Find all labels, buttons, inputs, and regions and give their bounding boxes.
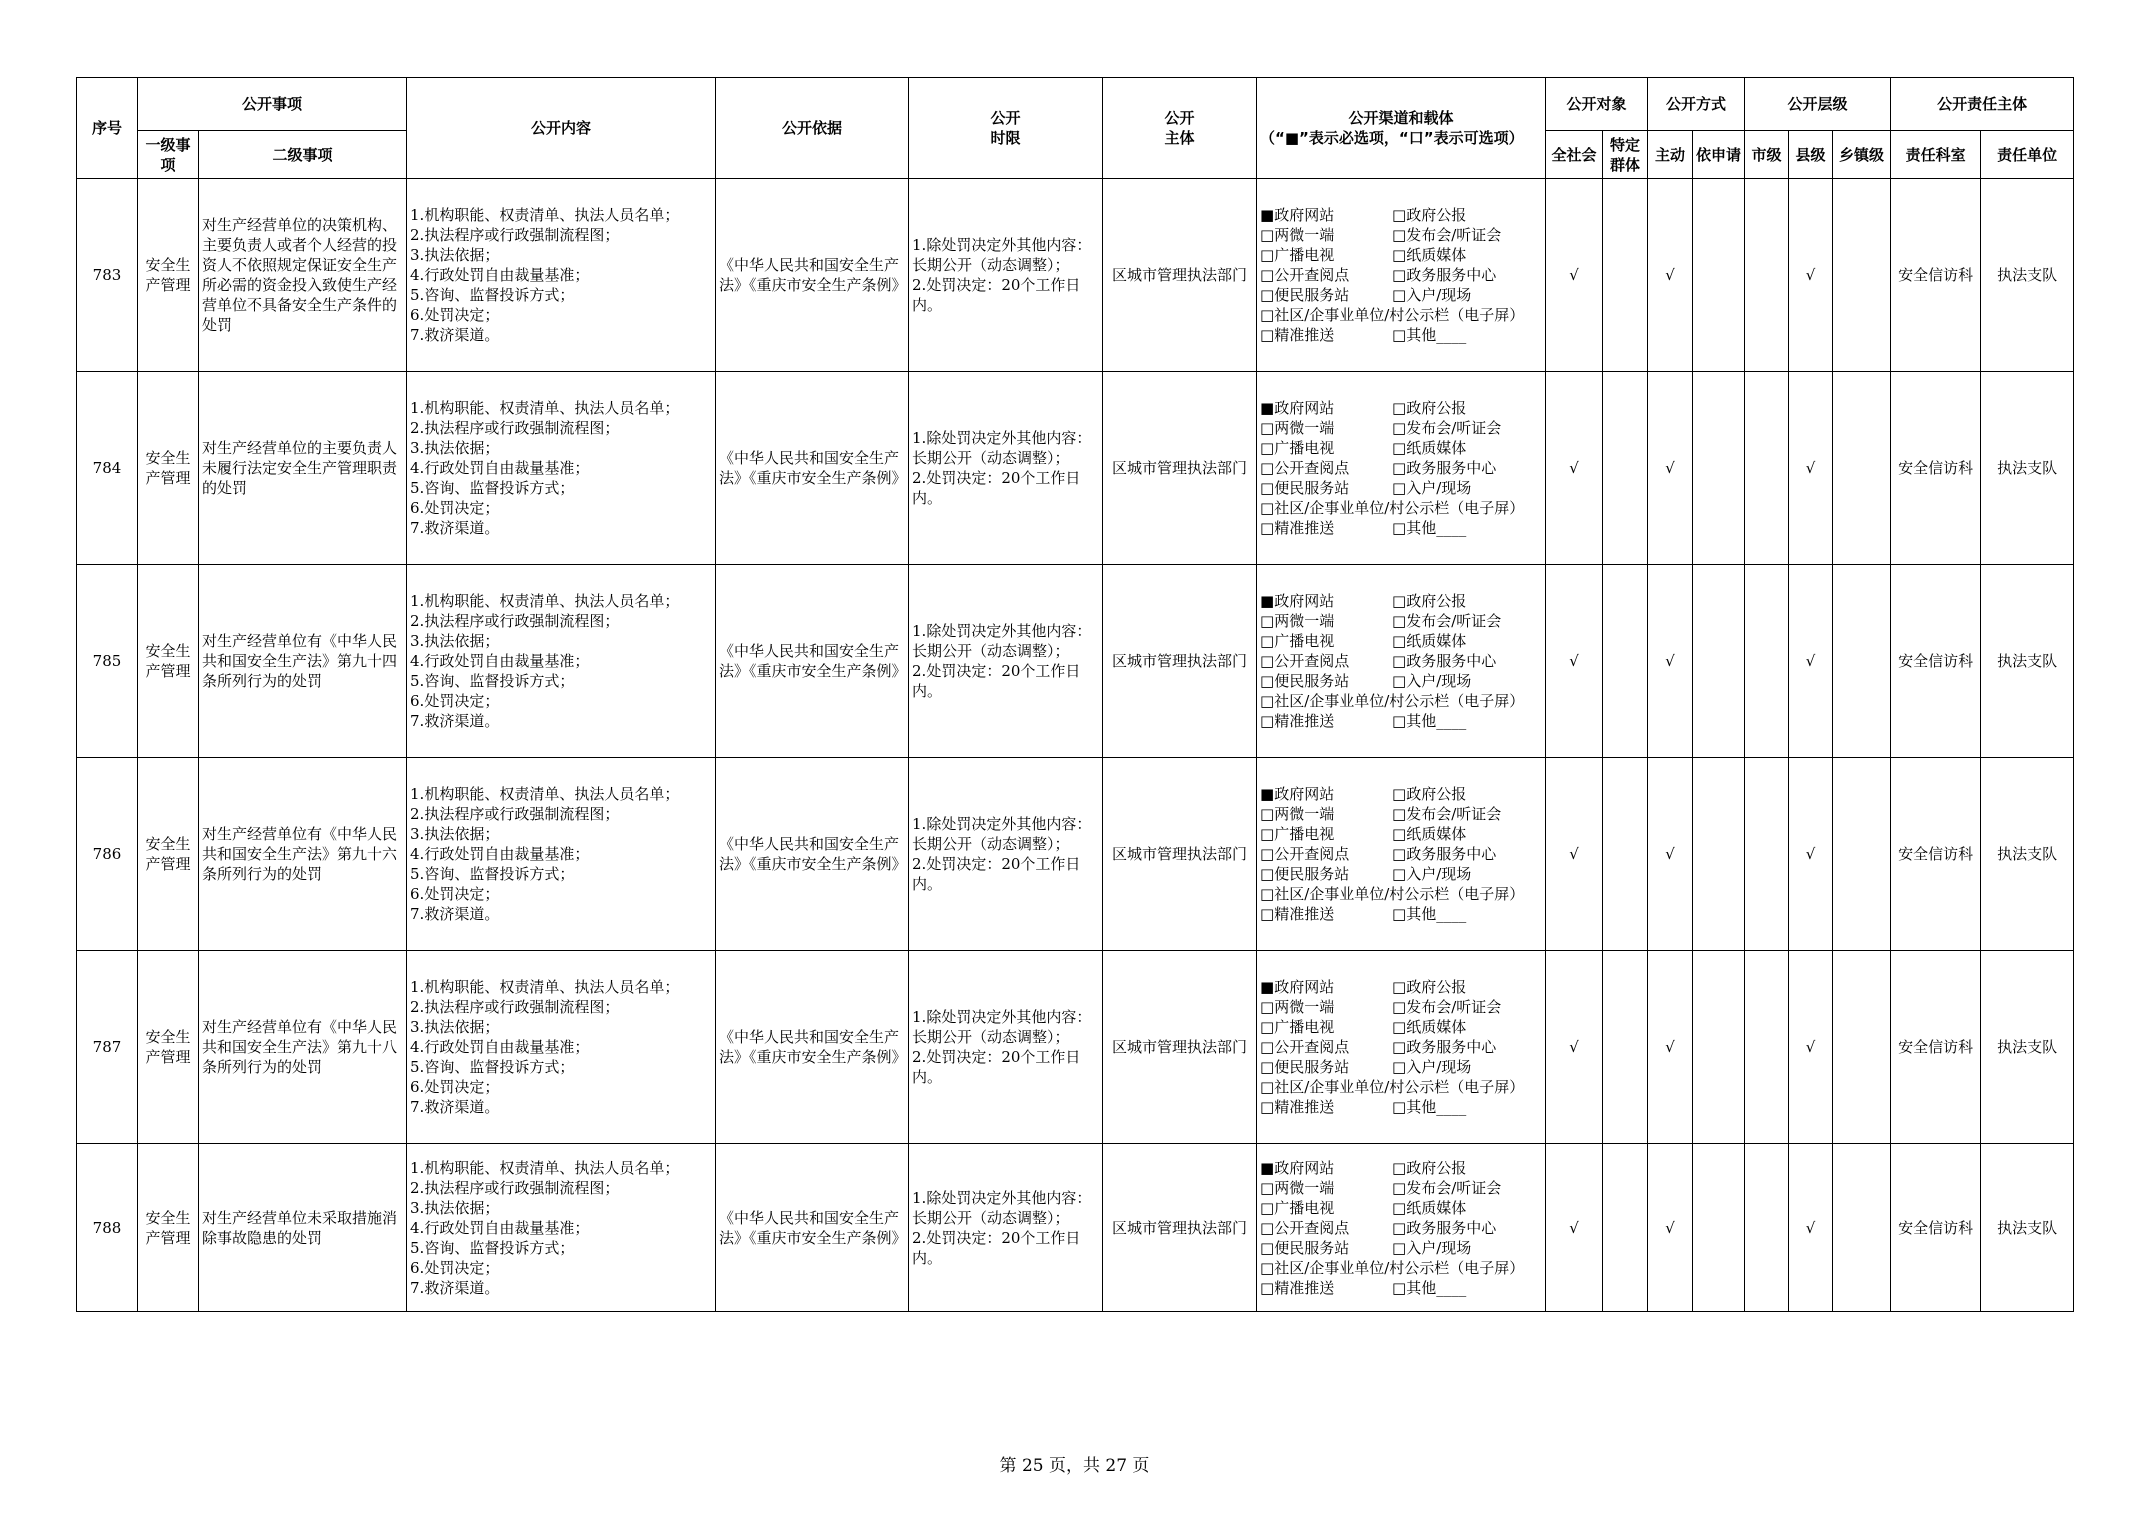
channel-option: □入户/现场: [1392, 1058, 1472, 1076]
resp-office-cell: 安全信访科: [1891, 565, 1981, 758]
table-row: [77, 372, 2074, 565]
method-active-check: √: [1648, 951, 1693, 1144]
channel-option: □入户/现场: [1392, 672, 1472, 690]
channel-option: □公开查阅点: [1260, 459, 1350, 477]
content-line: 4.行政处罚自由裁量基准；: [410, 1218, 590, 1237]
row-number: 788: [77, 1144, 138, 1312]
channel-option: □纸质媒体: [1392, 1018, 1467, 1036]
item-cell: 对生产经营单位有《中华人民共和国安全生产法》第九十四条所列行为的处罚: [199, 565, 407, 758]
channel-option: □广播电视: [1260, 632, 1335, 650]
level-city-cell: [1745, 758, 1789, 951]
level-city-cell: [1745, 372, 1789, 565]
resp-unit-cell: 执法支队: [1981, 758, 2074, 951]
header-level-town: 乡镇级: [1833, 131, 1891, 179]
content-line: 5.咨询、监督投诉方式；: [410, 1058, 575, 1076]
level-city-cell: [1745, 179, 1789, 372]
channel-option: □政务服务中心: [1392, 1218, 1497, 1237]
channel-option: ■政府网站: [1260, 785, 1335, 803]
channel-option: □政府公报: [1392, 206, 1467, 224]
channel-cell: [1257, 1144, 1546, 1312]
period-cell: [909, 372, 1103, 565]
content-cell: [407, 1144, 716, 1312]
channel-option: □广播电视: [1260, 1198, 1335, 1217]
content-cell: [407, 179, 716, 372]
channel-option: □社区/企事业单位/村公示栏（电子屏）: [1260, 885, 1525, 903]
channel-option: □政务服务中心: [1392, 1038, 1497, 1056]
channel-option: □其他____: [1392, 1098, 1467, 1116]
target-specific-cell: [1603, 1144, 1648, 1312]
header-target-specific: 特定群体: [1603, 131, 1648, 179]
header-target: 公开对象: [1546, 78, 1648, 131]
period-line: 1.除处罚决定外其他内容：长期公开（动态调整）；: [912, 236, 1092, 274]
channel-option: □发布会/听证会: [1392, 805, 1502, 823]
table-row: [77, 758, 2074, 951]
content-line: 4.行政处罚自由裁量基准；: [410, 459, 590, 477]
channel-cell: [1257, 179, 1546, 372]
item-cell: 对生产经营单位有《中华人民共和国安全生产法》第九十八条所列行为的处罚: [199, 951, 407, 1144]
content-line: 2.执法程序或行政强制流程图；: [410, 419, 620, 437]
header-method-active: 主动: [1648, 131, 1693, 179]
content-line: 2.执法程序或行政强制流程图；: [410, 1178, 620, 1197]
channel-option: □政务服务中心: [1392, 845, 1497, 863]
channel-option: □精准推送: [1260, 1278, 1335, 1297]
subject-cell: 区城市管理执法部门: [1103, 758, 1257, 951]
channel-option: □政务服务中心: [1392, 266, 1497, 284]
content-line: 5.咨询、监督投诉方式；: [410, 672, 575, 690]
period-line: 2.处罚决定：20个工作日内。: [912, 855, 1081, 893]
target-all-check: √: [1546, 1144, 1603, 1312]
table-row: [77, 1144, 2074, 1312]
channel-option: □两微一端: [1260, 612, 1335, 630]
resp-unit-cell: 执法支队: [1981, 951, 2074, 1144]
content-line: 5.咨询、监督投诉方式；: [410, 865, 575, 883]
channel-option: □两微一端: [1260, 419, 1335, 437]
level-town-cell: [1833, 179, 1891, 372]
level-town-cell: [1833, 1144, 1891, 1312]
header-item-l2: 二级事项: [199, 131, 407, 179]
content-line: 1.机构职能、权责清单、执法人员名单；: [410, 1158, 680, 1177]
header-subject: 公开 主体: [1103, 78, 1257, 179]
resp-unit-cell: 执法支队: [1981, 565, 2074, 758]
channel-option: □便民服务站: [1260, 479, 1350, 497]
header-item: 公开事项: [138, 78, 407, 131]
period-cell: [909, 179, 1103, 372]
period-cell: [909, 951, 1103, 1144]
period-cell: [909, 1144, 1103, 1312]
target-specific-cell: [1603, 951, 1648, 1144]
subject-cell: 区城市管理执法部门: [1103, 565, 1257, 758]
channel-option: □便民服务站: [1260, 865, 1350, 883]
channel-option: ■政府网站: [1260, 978, 1335, 996]
basis-cell: 《中华人民共和国安全生产法》《重庆市安全生产条例》: [716, 1144, 909, 1312]
channel-option: □发布会/听证会: [1392, 226, 1502, 244]
channel-option: □政府公报: [1392, 978, 1467, 996]
channel-option: □广播电视: [1260, 1018, 1335, 1036]
content-line: 2.执法程序或行政强制流程图；: [410, 805, 620, 823]
content-cell: [407, 372, 716, 565]
period-line: 2.处罚决定：20个工作日内。: [912, 662, 1081, 700]
channel-option: □发布会/听证会: [1392, 998, 1502, 1016]
channel-option: □纸质媒体: [1392, 1198, 1467, 1217]
level-county-check: √: [1789, 1144, 1833, 1312]
channel-option: □政府公报: [1392, 592, 1467, 610]
resp-unit-cell: 执法支队: [1981, 372, 2074, 565]
content-line: 7.救济渠道。: [410, 1278, 500, 1297]
content-line: 2.执法程序或行政强制流程图；: [410, 226, 620, 244]
channel-cell: [1257, 951, 1546, 1144]
channel-option: □入户/现场: [1392, 1238, 1472, 1257]
level-county-check: √: [1789, 372, 1833, 565]
channel-option: □其他____: [1392, 712, 1467, 730]
disclosure-table: [76, 77, 2074, 1312]
channel-option: □公开查阅点: [1260, 845, 1350, 863]
content-line: 7.救济渠道。: [410, 1098, 500, 1116]
content-line: 1.机构职能、权责清单、执法人员名单；: [410, 592, 680, 610]
content-line: 4.行政处罚自由裁量基准；: [410, 1038, 590, 1056]
channel-option: □精准推送: [1260, 712, 1335, 730]
target-all-check: √: [1546, 758, 1603, 951]
content-line: 3.执法依据；: [410, 632, 500, 650]
content-line: 2.执法程序或行政强制流程图；: [410, 612, 620, 630]
level-county-check: √: [1789, 565, 1833, 758]
content-line: 6.处罚决定；: [410, 499, 500, 517]
resp-unit-cell: 执法支队: [1981, 179, 2074, 372]
method-apply-cell: [1693, 758, 1745, 951]
header-level: 公开层级: [1745, 78, 1891, 131]
channel-option: □其他____: [1392, 326, 1467, 344]
header-basis: 公开依据: [716, 78, 909, 179]
channel-option: □政府公报: [1392, 1158, 1467, 1177]
method-apply-cell: [1693, 179, 1745, 372]
target-all-check: √: [1546, 372, 1603, 565]
target-all-check: √: [1546, 951, 1603, 1144]
channel-option: □入户/现场: [1392, 479, 1472, 497]
category-cell: 安全生产管理: [138, 372, 199, 565]
table-row: [77, 565, 2074, 758]
channel-option: □发布会/听证会: [1392, 1178, 1502, 1197]
target-specific-cell: [1603, 565, 1648, 758]
content-line: 2.执法程序或行政强制流程图；: [410, 998, 620, 1016]
subject-cell: 区城市管理执法部门: [1103, 372, 1257, 565]
method-apply-cell: [1693, 372, 1745, 565]
method-apply-cell: [1693, 951, 1745, 1144]
channel-option: □入户/现场: [1392, 865, 1472, 883]
content-line: 1.机构职能、权责清单、执法人员名单；: [410, 206, 680, 224]
method-active-check: √: [1648, 1144, 1693, 1312]
level-town-cell: [1833, 758, 1891, 951]
category-cell: 安全生产管理: [138, 179, 199, 372]
content-line: 7.救济渠道。: [410, 326, 500, 344]
channel-option: □公开查阅点: [1260, 266, 1350, 284]
channel-option: □其他____: [1392, 1278, 1467, 1297]
target-all-check: √: [1546, 565, 1603, 758]
period-line: 1.除处罚决定外其他内容：长期公开（动态调整）；: [912, 622, 1092, 660]
content-line: 6.处罚决定；: [410, 1258, 500, 1277]
channel-option: ■政府网站: [1260, 592, 1335, 610]
row-number: 784: [77, 372, 138, 565]
channel-option: □政府公报: [1392, 399, 1467, 417]
content-line: 6.处罚决定；: [410, 885, 500, 903]
channel-option: □纸质媒体: [1392, 246, 1467, 264]
resp-office-cell: 安全信访科: [1891, 758, 1981, 951]
content-line: 5.咨询、监督投诉方式；: [410, 479, 575, 497]
content-line: 3.执法依据；: [410, 1198, 500, 1217]
table-row: [77, 179, 2074, 372]
item-cell: 对生产经营单位的主要负责人未履行法定安全生产管理职责的处罚: [199, 372, 407, 565]
content-cell: [407, 951, 716, 1144]
content-line: 1.机构职能、权责清单、执法人员名单；: [410, 785, 680, 803]
channel-option: □社区/企事业单位/村公示栏（电子屏）: [1260, 692, 1525, 710]
channel-option: □政府公报: [1392, 785, 1467, 803]
method-active-check: √: [1648, 565, 1693, 758]
channel-option: □两微一端: [1260, 1178, 1335, 1197]
period-line: 2.处罚决定：20个工作日内。: [912, 276, 1081, 314]
level-county-check: √: [1789, 179, 1833, 372]
channel-option: □两微一端: [1260, 805, 1335, 823]
subject-cell: 区城市管理执法部门: [1103, 951, 1257, 1144]
table-row: [77, 951, 2074, 1144]
method-active-check: √: [1648, 758, 1693, 951]
content-line: 6.处罚决定；: [410, 1078, 500, 1096]
level-city-cell: [1745, 951, 1789, 1144]
method-active-check: √: [1648, 179, 1693, 372]
period-line: 2.处罚决定：20个工作日内。: [912, 1228, 1081, 1267]
channel-option: □便民服务站: [1260, 1058, 1350, 1076]
channel-option: □入户/现场: [1392, 286, 1472, 304]
level-county-check: √: [1789, 951, 1833, 1144]
channel-option: □政务服务中心: [1392, 459, 1497, 477]
item-cell: 对生产经营单位未采取措施消除事故隐患的处罚: [199, 1144, 407, 1312]
level-town-cell: [1833, 565, 1891, 758]
category-cell: 安全生产管理: [138, 1144, 199, 1312]
channel-option: □精准推送: [1260, 905, 1335, 923]
channel-option: □发布会/听证会: [1392, 419, 1502, 437]
content-line: 4.行政处罚自由裁量基准；: [410, 845, 590, 863]
item-cell: 对生产经营单位的决策机构、主要负责人或者个人经营的投资人不依照规定保证安全生产所必需的资金投入致使生产经营单位不具备安全生产条件的处罚: [199, 179, 407, 372]
channel-option: □公开查阅点: [1260, 1038, 1350, 1056]
content-line: 3.执法依据；: [410, 439, 500, 457]
row-number: 786: [77, 758, 138, 951]
channel-option: □两微一端: [1260, 998, 1335, 1016]
channel-option: □社区/企事业单位/村公示栏（电子屏）: [1260, 306, 1525, 324]
channel-option: □公开查阅点: [1260, 1218, 1350, 1237]
level-county-check: √: [1789, 758, 1833, 951]
channel-option: □两微一端: [1260, 226, 1335, 244]
header-channel: [1257, 78, 1546, 179]
level-town-cell: [1833, 951, 1891, 1144]
header-resp-office: 责任科室: [1891, 131, 1981, 179]
channel-option: □广播电视: [1260, 825, 1335, 843]
target-specific-cell: [1603, 179, 1648, 372]
channel-option: □公开查阅点: [1260, 652, 1350, 670]
channel-option: □纸质媒体: [1392, 632, 1467, 650]
method-active-check: √: [1648, 372, 1693, 565]
header-resp-unit: 责任单位: [1981, 131, 2074, 179]
row-number: 783: [77, 179, 138, 372]
channel-option: □纸质媒体: [1392, 825, 1467, 843]
content-cell: [407, 758, 716, 951]
period-line: 2.处罚决定：20个工作日内。: [912, 469, 1081, 507]
content-line: 7.救济渠道。: [410, 905, 500, 923]
channel-option: ■政府网站: [1260, 399, 1335, 417]
channel-option: □精准推送: [1260, 326, 1335, 344]
period-cell: [909, 565, 1103, 758]
channel-cell: [1257, 565, 1546, 758]
level-city-cell: [1745, 1144, 1789, 1312]
basis-cell: 《中华人民共和国安全生产法》《重庆市安全生产条例》: [716, 179, 909, 372]
category-cell: 安全生产管理: [138, 758, 199, 951]
resp-office-cell: 安全信访科: [1891, 951, 1981, 1144]
target-all-check: √: [1546, 179, 1603, 372]
channel-option: □发布会/听证会: [1392, 612, 1502, 630]
header-channel-title: 公开渠道和载体: [1348, 109, 1454, 127]
method-apply-cell: [1693, 565, 1745, 758]
channel-option: □便民服务站: [1260, 1238, 1350, 1257]
row-number: 787: [77, 951, 138, 1144]
method-apply-cell: [1693, 1144, 1745, 1312]
channel-option: □便民服务站: [1260, 672, 1350, 690]
header-level-county: 县级: [1789, 131, 1833, 179]
header-channel-note: （“■”表示必选项，“口”表示可选项）: [1260, 129, 1524, 147]
content-line: 6.处罚决定；: [410, 306, 500, 324]
period-line: 1.除处罚决定外其他内容：长期公开（动态调整）；: [912, 429, 1092, 467]
content-line: 7.救济渠道。: [410, 712, 500, 730]
channel-option: □广播电视: [1260, 246, 1335, 264]
channel-option: □政务服务中心: [1392, 652, 1497, 670]
level-town-cell: [1833, 372, 1891, 565]
period-cell: [909, 758, 1103, 951]
channel-option: □社区/企事业单位/村公示栏（电子屏）: [1260, 1258, 1525, 1277]
content-line: 5.咨询、监督投诉方式；: [410, 1238, 575, 1257]
basis-cell: 《中华人民共和国安全生产法》《重庆市安全生产条例》: [716, 758, 909, 951]
basis-cell: 《中华人民共和国安全生产法》《重庆市安全生产条例》: [716, 372, 909, 565]
content-line: 7.救济渠道。: [410, 519, 500, 537]
level-city-cell: [1745, 565, 1789, 758]
period-line: 1.除处罚决定外其他内容：长期公开（动态调整）；: [912, 815, 1092, 853]
target-specific-cell: [1603, 758, 1648, 951]
header-level-city: 市级: [1745, 131, 1789, 179]
channel-option: □广播电视: [1260, 439, 1335, 457]
content-line: 4.行政处罚自由裁量基准；: [410, 652, 590, 670]
channel-option: ■政府网站: [1260, 206, 1335, 224]
page-footer: 第 25 页，共 27 页: [999, 1456, 1150, 1476]
period-line: 2.处罚决定：20个工作日内。: [912, 1048, 1081, 1086]
resp-unit-cell: 执法支队: [1981, 1144, 2074, 1312]
channel-option: □其他____: [1392, 905, 1467, 923]
content-line: 6.处罚决定；: [410, 692, 500, 710]
resp-office-cell: 安全信访科: [1891, 1144, 1981, 1312]
content-line: 4.行政处罚自由裁量基准；: [410, 266, 590, 284]
category-cell: 安全生产管理: [138, 565, 199, 758]
channel-option: □其他____: [1392, 519, 1467, 537]
content-line: 3.执法依据；: [410, 825, 500, 843]
header-resp: 公开责任主体: [1891, 78, 2074, 131]
channel-cell: [1257, 372, 1546, 565]
channel-option: □便民服务站: [1260, 286, 1350, 304]
header-item-l1: 一级事项: [138, 131, 199, 179]
channel-cell: [1257, 758, 1546, 951]
period-line: 1.除处罚决定外其他内容：长期公开（动态调整）；: [912, 1008, 1092, 1046]
content-line: 5.咨询、监督投诉方式；: [410, 286, 575, 304]
content-cell: [407, 565, 716, 758]
category-cell: 安全生产管理: [138, 951, 199, 1144]
content-line: 1.机构职能、权责清单、执法人员名单；: [410, 978, 680, 996]
content-line: 3.执法依据；: [410, 1018, 500, 1036]
basis-cell: 《中华人民共和国安全生产法》《重庆市安全生产条例》: [716, 565, 909, 758]
channel-option: □精准推送: [1260, 1098, 1335, 1116]
period-line: 1.除处罚决定外其他内容：长期公开（动态调整）；: [912, 1188, 1092, 1227]
channel-option: □社区/企事业单位/村公示栏（电子屏）: [1260, 499, 1525, 517]
channel-option: □纸质媒体: [1392, 439, 1467, 457]
header-content: 公开内容: [407, 78, 716, 179]
subject-cell: 区城市管理执法部门: [1103, 179, 1257, 372]
subject-cell: 区城市管理执法部门: [1103, 1144, 1257, 1312]
header-target-all: 全社会: [1546, 131, 1603, 179]
header-seq: 序号: [77, 78, 138, 179]
basis-cell: 《中华人民共和国安全生产法》《重庆市安全生产条例》: [716, 951, 909, 1144]
content-line: 1.机构职能、权责清单、执法人员名单；: [410, 399, 680, 417]
channel-option: ■政府网站: [1260, 1158, 1335, 1177]
resp-office-cell: 安全信访科: [1891, 179, 1981, 372]
header-method: 公开方式: [1648, 78, 1745, 131]
resp-office-cell: 安全信访科: [1891, 372, 1981, 565]
content-line: 3.执法依据；: [410, 246, 500, 264]
channel-option: □社区/企事业单位/村公示栏（电子屏）: [1260, 1078, 1525, 1096]
header-period: 公开 时限: [909, 78, 1103, 179]
header-method-apply: 依申请: [1693, 131, 1745, 179]
target-specific-cell: [1603, 372, 1648, 565]
channel-option: □精准推送: [1260, 519, 1335, 537]
row-number: 785: [77, 565, 138, 758]
item-cell: 对生产经营单位有《中华人民共和国安全生产法》第九十六条所列行为的处罚: [199, 758, 407, 951]
